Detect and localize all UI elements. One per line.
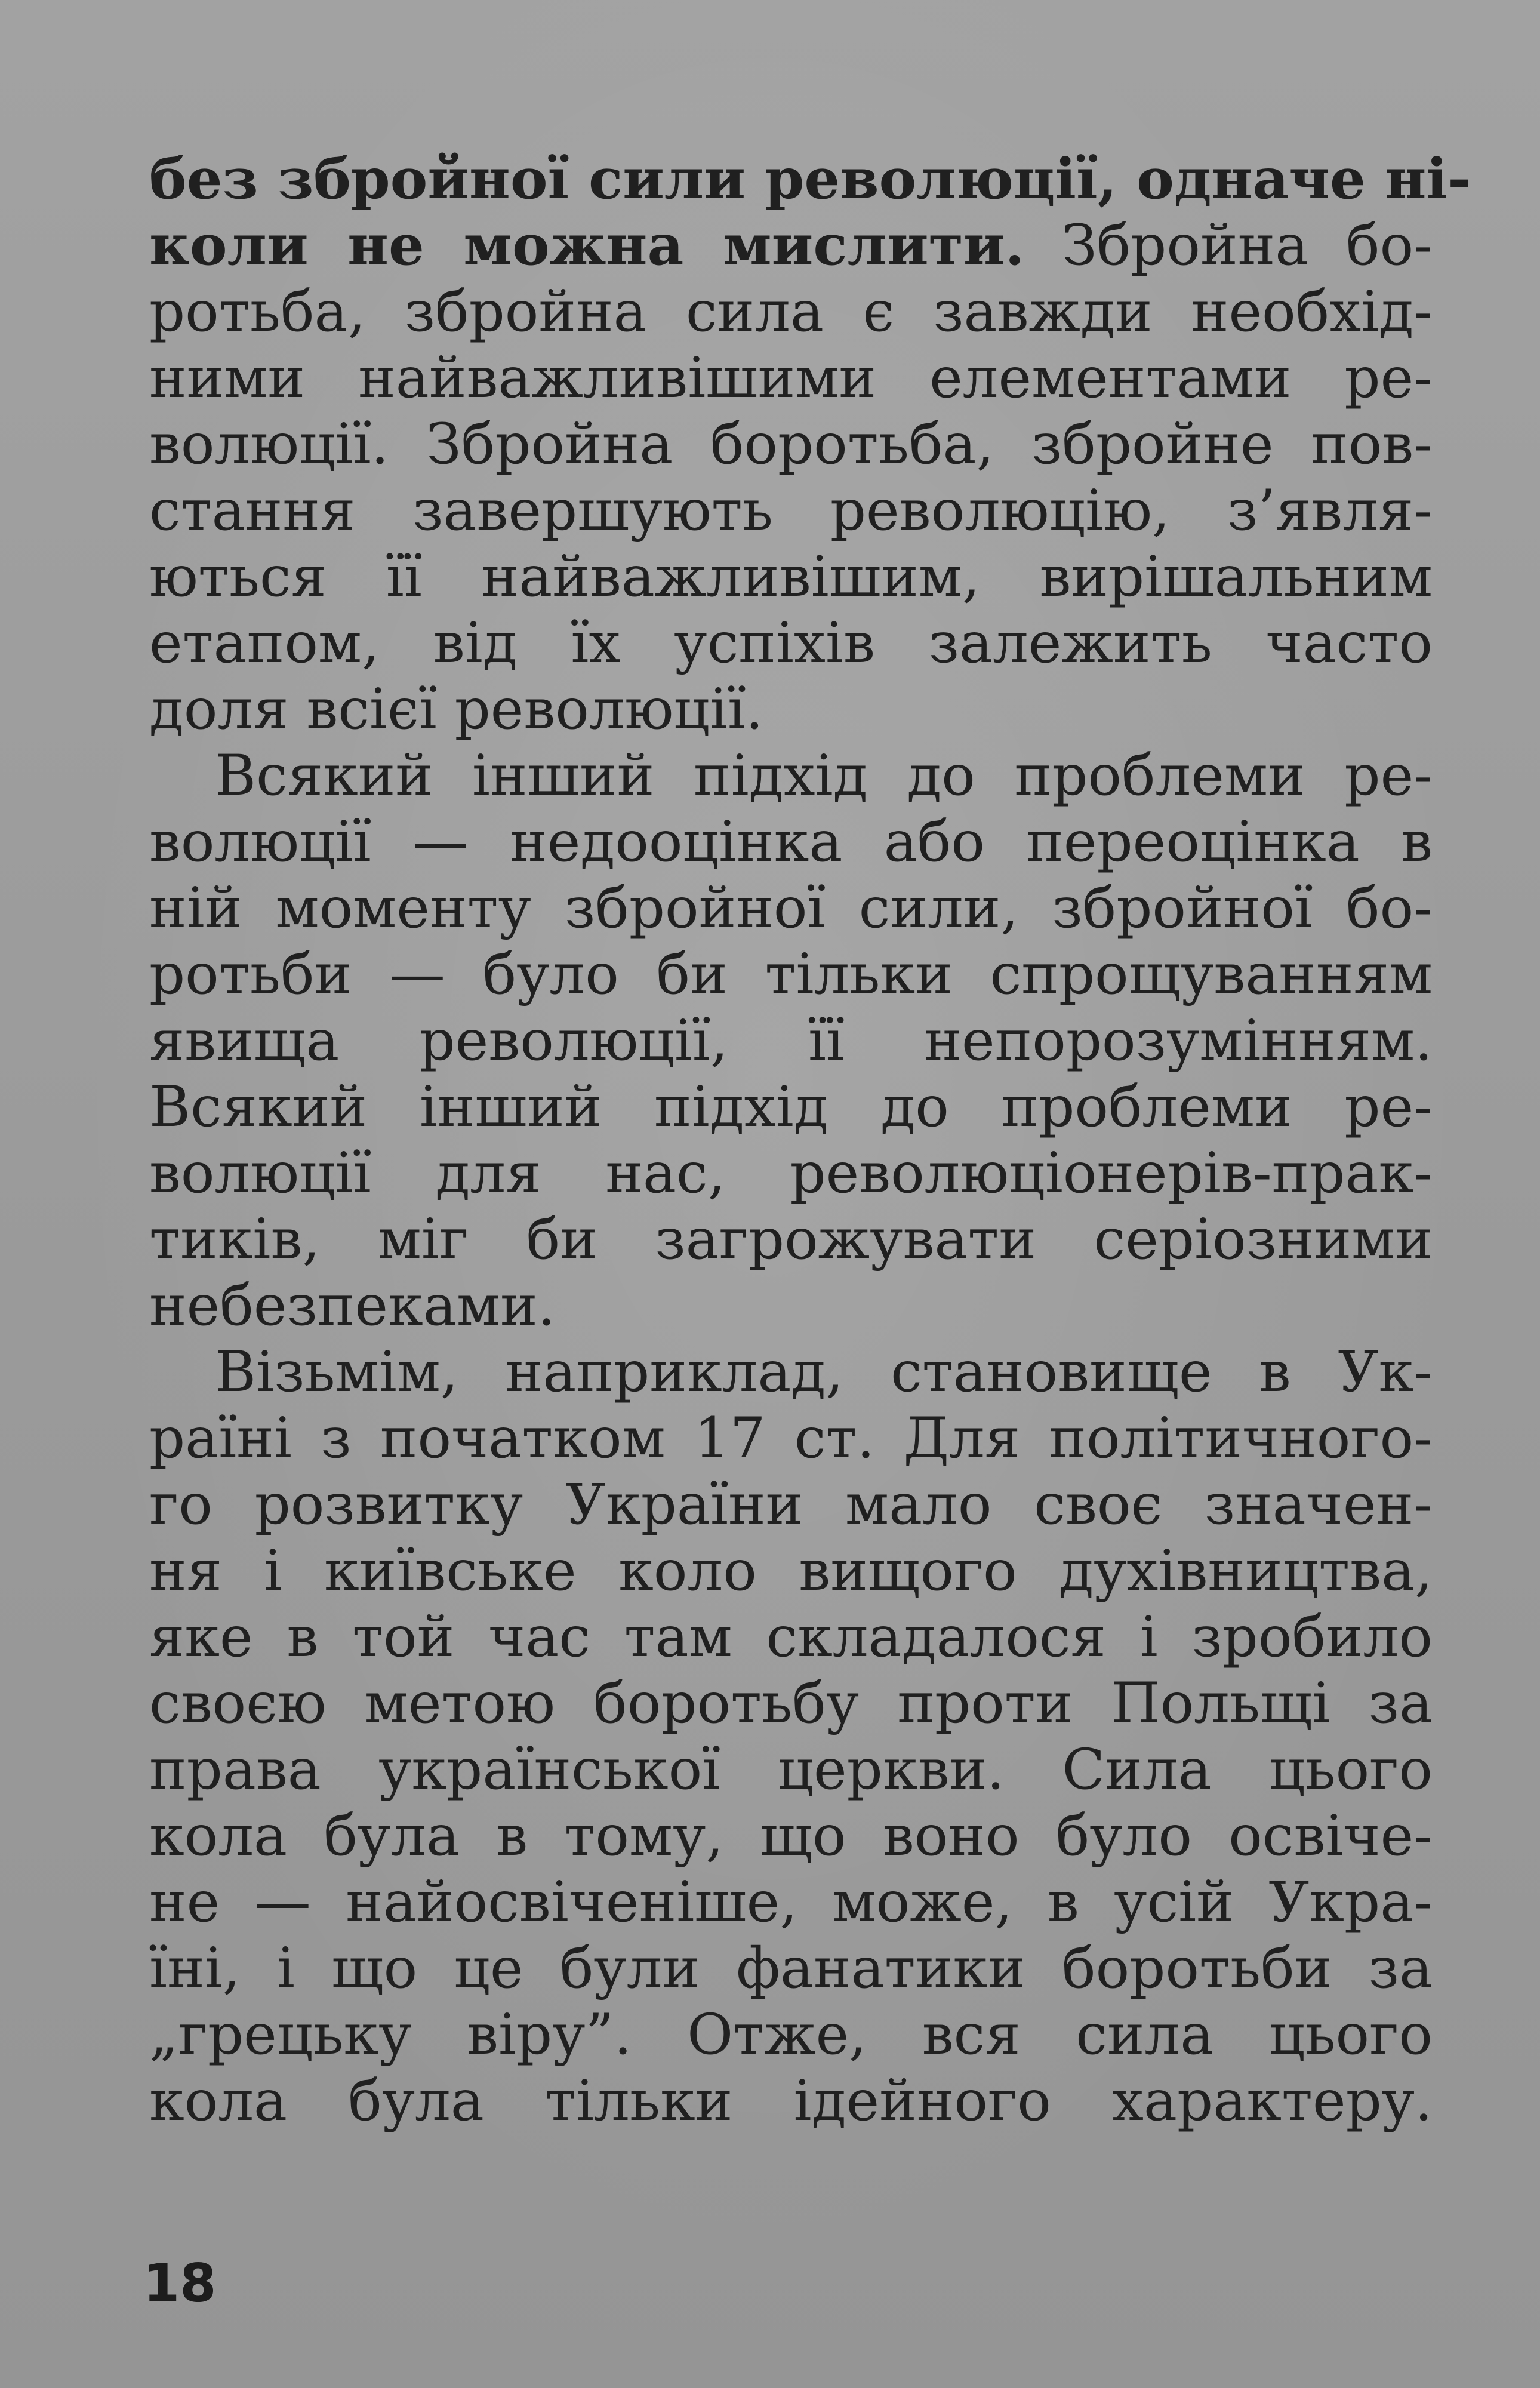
text-line: доля всієї революції. <box>149 677 763 742</box>
text-line: ній моменту збройної сили, збройної бо- <box>149 876 1433 941</box>
text-line: волюції. Збройна боротьба, збройне пов- <box>149 412 1433 477</box>
text-line: тиків, міг би загрожувати серіозними <box>149 1207 1433 1272</box>
text-line: небезпеками. <box>149 1273 556 1338</box>
text-line: етапом, від їх успіхів залежить часто <box>149 611 1433 676</box>
text-line: кола була тільки ідейного характеру. <box>149 2069 1433 2134</box>
text-line: ними найважливішими елементами ре- <box>149 346 1433 411</box>
text-fragment: Збройна бо- <box>1024 213 1433 278</box>
text-line: Всякий інший підхід до проблеми ре- <box>149 1075 1433 1140</box>
text-line: раїні з початком 17 ст. Для політичного- <box>149 1406 1433 1471</box>
text-line <box>149 213 1433 279</box>
text-line: Всякий інший підхід до проблеми ре- <box>215 743 1433 808</box>
text-line: стання завершують революцію, з’явля- <box>149 478 1433 543</box>
text-line: явища революції, її непорозумінням. <box>149 1008 1433 1073</box>
text-line: ня і київське коло вищого духівництва, <box>149 1538 1433 1604</box>
text-line: їні, і що це були фанатики боротьби за <box>149 1936 1433 2001</box>
text-line: Візьмім, наприклад, становище в Ук- <box>215 1340 1433 1405</box>
text-line: го розвитку України мало своє значен- <box>149 1472 1433 1537</box>
bold-phrase: коли не можна мислити. <box>149 213 1025 278</box>
text-line: права української церкви. Сила цього <box>149 1737 1433 1802</box>
text-line: яке в той час там складалося і зробило <box>149 1605 1433 1670</box>
page-number: 18 <box>143 2252 217 2314</box>
text-line: волюції — недооцінка або переоцінка в <box>149 810 1433 875</box>
text-line: своєю метою боротьбу проти Польщі за <box>149 1671 1433 1736</box>
text-line: ються її найважливішим, вирішальним <box>149 544 1433 610</box>
text-line: ротьби — було би тільки спрощуванням <box>149 942 1433 1007</box>
text-line: без збройної сили революції, одначе ні- <box>149 146 1471 212</box>
text-line: не — найосвіченіше, може, в усій Укра- <box>149 1870 1433 1935</box>
text-line: волюції для нас, революціонерів-прак- <box>149 1141 1433 1206</box>
text-line: кола була в тому, що воно було освіче- <box>149 1804 1433 1869</box>
text-line: „грецьку віру”. Отже, вся сила цього <box>149 2002 1433 2067</box>
page-text <box>149 146 1471 2134</box>
text-line: ротьба, збройна сила є завжди необхід- <box>149 279 1433 344</box>
